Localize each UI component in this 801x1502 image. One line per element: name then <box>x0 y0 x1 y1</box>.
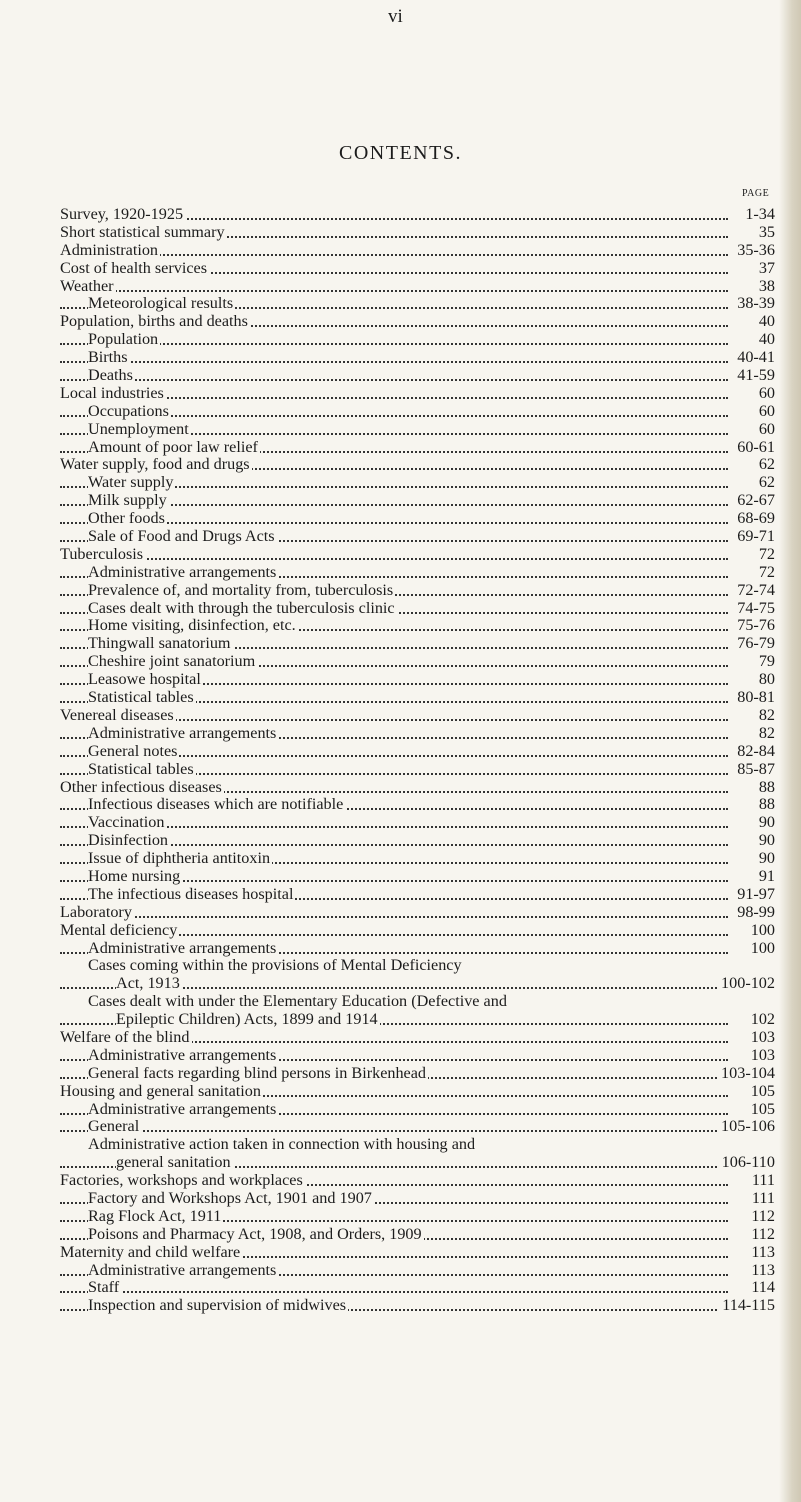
dot-leader <box>60 343 728 345</box>
toc-entry-label: Cases coming within the provisions of Mental Deficiency <box>88 956 462 975</box>
toc-entry <box>60 492 780 510</box>
toc-entry-page: 82 <box>756 707 775 725</box>
toc-entry-label: Cases dealt with under the Elementary Education (Defective and <box>88 992 507 1011</box>
toc-entry <box>60 278 780 296</box>
toc-entry <box>60 1011 780 1029</box>
toc-entry-label: Milk supply <box>88 491 167 510</box>
toc-entry <box>60 1244 780 1262</box>
toc-entry <box>60 904 780 922</box>
toc-entry <box>60 1154 780 1172</box>
toc-entry-page: 80-81 <box>734 689 775 707</box>
page-number: vi <box>388 6 403 27</box>
toc-entry <box>60 528 780 546</box>
toc-entry <box>60 242 780 260</box>
toc-entry <box>60 1208 780 1226</box>
toc-entry-page: 80 <box>756 671 775 689</box>
toc-entry-label: Statistical tables <box>88 759 194 778</box>
toc-entry <box>60 671 780 689</box>
toc-entry-page: 100 <box>748 940 775 958</box>
toc-entry-page: 68-69 <box>734 510 775 528</box>
toc-entry-page: 88 <box>756 779 775 797</box>
toc-entry-page: 69-71 <box>734 528 775 546</box>
toc-entry-page: 82 <box>756 725 775 743</box>
toc-entry-page: 114 <box>748 1279 775 1297</box>
toc-entry-label: Prevalence of, and mortality from, tuberculosis <box>88 580 394 599</box>
toc-entry <box>60 224 780 242</box>
toc-entry-page: 62-67 <box>734 492 775 510</box>
toc-entry <box>60 779 780 797</box>
toc-entry <box>60 403 780 421</box>
toc-entry-label: Unemployment <box>88 419 189 438</box>
toc-entry-label: Home nursing <box>88 866 181 885</box>
toc-entry-page: 74-75 <box>734 600 775 618</box>
toc-entry-label: Housing and general sanitation <box>60 1081 261 1100</box>
toc-entry-page: 75-76 <box>734 617 775 635</box>
toc-entry-page: 72 <box>756 564 775 582</box>
toc-entry-page: 38-39 <box>734 295 775 313</box>
toc-entry-page: 102 <box>748 1011 775 1029</box>
toc-entry-label: Cheshire joint sanatorium <box>88 652 256 671</box>
toc-entry-page: 38 <box>756 278 775 296</box>
toc-entry <box>60 564 780 582</box>
toc-entry <box>60 689 780 707</box>
toc-entry-page: 113 <box>748 1244 775 1262</box>
toc-entry-page: 40-41 <box>734 349 775 367</box>
toc-entry <box>60 600 780 618</box>
toc-entry-page: 60-61 <box>734 439 775 457</box>
toc-entry <box>60 922 780 940</box>
toc-entry-page: 112 <box>748 1208 775 1226</box>
toc-entry-label: Occupations <box>88 401 169 420</box>
toc-entry-label: Short statistical summary <box>60 222 225 241</box>
toc-entry-label: Births <box>88 348 128 367</box>
toc-entry-page: 113 <box>748 1262 775 1280</box>
toc-entry-label: Administrative action taken in connection with housing and <box>88 1135 476 1154</box>
toc-entry-page: 76-79 <box>734 635 775 653</box>
toc-entry-label: Population <box>88 330 159 349</box>
toc-entry-label: Cases dealt with through the tuberculosis clinic <box>88 598 395 617</box>
toc-entry-label: Inspection and supervision of midwives <box>88 1296 347 1315</box>
toc-entry-page: 40 <box>756 331 775 349</box>
table-of-contents <box>60 206 780 1315</box>
toc-entry <box>60 1226 780 1244</box>
toc-entry-label: Vaccination <box>88 813 165 832</box>
toc-entry-label: Thingwall sanatorium <box>88 634 231 653</box>
toc-entry-label: General <box>88 1117 140 1136</box>
toc-entry-page: 103 <box>748 1029 775 1047</box>
dot-leader <box>60 1291 728 1293</box>
toc-entry-page: 112 <box>748 1226 775 1244</box>
toc-entry <box>60 1297 780 1315</box>
toc-entry-page: 85-87 <box>734 761 775 779</box>
toc-entry-page: 82-84 <box>734 743 775 761</box>
toc-entry-page: 72-74 <box>734 582 775 600</box>
toc-entry <box>60 206 780 224</box>
toc-entry-label: Cost of health services <box>60 258 207 277</box>
toc-entry <box>60 957 780 975</box>
toc-entry-page: 79 <box>756 653 775 671</box>
toc-entry-page: 1-34 <box>742 206 775 224</box>
page-title: CONTENTS. <box>339 142 462 164</box>
toc-entry <box>60 1083 780 1101</box>
toc-entry-label: Administrative arrangements <box>88 1099 277 1118</box>
toc-entry <box>60 1172 780 1190</box>
page-column-heading: PAGE <box>742 188 770 199</box>
toc-entry-label: Administrative arrangements <box>88 938 277 957</box>
toc-entry-label: Staff <box>88 1278 120 1297</box>
toc-entry-label: Poisons and Pharmacy Act, 1908, and Orders, 1909 <box>88 1224 422 1243</box>
toc-entry <box>60 796 780 814</box>
toc-entry-page: 91-97 <box>734 886 775 904</box>
dot-leader <box>60 916 728 918</box>
toc-entry <box>60 1262 780 1280</box>
toc-entry-label: Venereal diseases <box>60 705 174 724</box>
toc-entry-label: Mental deficiency <box>60 920 178 939</box>
dot-leader <box>60 558 728 560</box>
dot-leader <box>60 1130 728 1132</box>
toc-entry <box>60 993 780 1011</box>
dot-leader <box>60 254 728 256</box>
toc-entry-label: Administrative arrangements <box>88 562 277 581</box>
toc-entry-page: 40 <box>756 313 775 331</box>
toc-entry-label: Maternity and child welfare <box>60 1242 241 1261</box>
toc-entry-label: The infectious diseases hospital <box>88 884 294 903</box>
toc-entry <box>60 725 780 743</box>
toc-entry-page: 72 <box>756 546 775 564</box>
toc-entry-label: Disinfection <box>88 831 169 850</box>
toc-entry <box>60 421 780 439</box>
toc-entry <box>60 1029 780 1047</box>
toc-entry <box>60 510 780 528</box>
toc-entry <box>60 439 780 457</box>
toc-entry-label: Administrative arrangements <box>88 1045 277 1064</box>
toc-entry <box>60 850 780 868</box>
toc-entry-label: Water supply <box>88 473 174 492</box>
toc-entry <box>60 1118 780 1136</box>
toc-entry <box>60 456 780 474</box>
toc-entry <box>60 582 780 600</box>
toc-entry-label: Administrative arrangements <box>88 1260 277 1279</box>
toc-entry <box>60 295 780 313</box>
toc-entry-page: 62 <box>756 474 775 492</box>
toc-entry <box>60 1136 780 1154</box>
toc-entry-page: 41-59 <box>734 367 775 385</box>
toc-entry-label: Administrative arrangements <box>88 723 277 742</box>
toc-entry-page: 90 <box>756 850 775 868</box>
toc-entry-page: 100 <box>748 922 775 940</box>
toc-entry-label: Rag Flock Act, 1911 <box>88 1206 222 1225</box>
toc-entry-label: Welfare of the blind <box>60 1027 190 1046</box>
toc-entry <box>60 617 780 635</box>
toc-entry <box>60 260 780 278</box>
toc-entry-page: 105 <box>748 1101 775 1119</box>
toc-entry-page: 37 <box>756 260 775 278</box>
toc-entry-label: Survey, 1920-1925 <box>60 205 184 223</box>
toc-entry-label: Amount of poor law relief <box>88 437 258 456</box>
toc-entry <box>60 975 780 993</box>
toc-entry-label: Local industries <box>60 383 164 402</box>
page-edge-shadow <box>779 0 801 1502</box>
toc-entry <box>60 313 780 331</box>
toc-entry-label: Issue of diphtheria antitoxin <box>88 849 271 868</box>
toc-entry-page: 111 <box>749 1190 775 1208</box>
toc-entry-label: Deaths <box>88 366 133 385</box>
toc-entry <box>60 635 780 653</box>
toc-entry-label: Statistical tables <box>88 688 194 707</box>
toc-entry-label: Other infectious diseases <box>60 777 222 796</box>
toc-entry-page: 60 <box>756 385 775 403</box>
toc-entry-label: Administration <box>60 240 159 259</box>
toc-entry <box>60 653 780 671</box>
toc-entry-label: Epileptic Children) Acts, 1899 and 1914 <box>116 1010 378 1029</box>
toc-entry-page: 60 <box>756 403 775 421</box>
toc-entry-page: 35-36 <box>734 242 775 260</box>
toc-entry-label: Home visiting, disinfection, etc. <box>88 616 296 635</box>
toc-entry-label: Factory and Workshops Act, 1901 and 1907 <box>88 1188 372 1207</box>
toc-entry-page: 35 <box>756 224 775 242</box>
toc-entry-page: 98-99 <box>734 904 775 922</box>
toc-entry <box>60 331 780 349</box>
toc-entry <box>60 940 780 958</box>
toc-entry-page: 62 <box>756 456 775 474</box>
toc-entry <box>60 868 780 886</box>
toc-entry-label: General notes <box>88 741 178 760</box>
toc-entry <box>60 349 780 367</box>
toc-entry-label: Act, 1913 <box>116 974 180 993</box>
toc-entry-page: 114-115 <box>719 1297 775 1315</box>
toc-entry <box>60 1065 780 1083</box>
toc-entry-label: Sale of Food and Drugs Acts <box>88 527 275 546</box>
toc-entry-label: Laboratory <box>60 902 132 921</box>
toc-entry <box>60 1190 780 1208</box>
dot-leader <box>60 290 728 292</box>
toc-entry-label: Water supply, food and drugs <box>60 455 250 474</box>
toc-entry-label: General facts regarding blind persons in Birkenhead <box>88 1063 427 1082</box>
toc-entry-label: Tuberculosis <box>60 544 144 563</box>
toc-entry-page: 103-104 <box>718 1065 775 1083</box>
toc-entry-label: Infectious diseases which are notifiable <box>88 795 344 814</box>
toc-entry <box>60 832 780 850</box>
toc-entry <box>60 1279 780 1297</box>
toc-entry <box>60 761 780 779</box>
toc-entry-page: 106-110 <box>719 1154 775 1172</box>
toc-entry-label: Other foods <box>88 509 165 528</box>
toc-entry <box>60 814 780 832</box>
toc-entry <box>60 743 780 761</box>
toc-entry <box>60 886 780 904</box>
toc-entry-page: 100-102 <box>718 975 775 993</box>
toc-entry-label: Leasowe hospital <box>88 670 201 689</box>
toc-entry-page: 91 <box>756 868 775 886</box>
toc-entry-page: 60 <box>756 421 775 439</box>
toc-entry-page: 105-106 <box>718 1118 775 1136</box>
toc-entry-label: Meteorological results <box>88 294 234 313</box>
toc-entry <box>60 707 780 725</box>
toc-entry-page: 90 <box>756 832 775 850</box>
toc-entry-page: 111 <box>749 1172 775 1190</box>
toc-entry-page: 90 <box>756 814 775 832</box>
toc-entry <box>60 1101 780 1119</box>
toc-entry <box>60 546 780 564</box>
dot-leader <box>60 379 728 381</box>
dot-leader <box>60 361 728 363</box>
toc-entry-label: Population, births and deaths <box>60 312 248 331</box>
toc-entry <box>60 474 780 492</box>
toc-entry-page: 103 <box>748 1047 775 1065</box>
toc-entry-page: 88 <box>756 796 775 814</box>
toc-entry-label: Weather <box>60 276 114 295</box>
toc-entry <box>60 385 780 403</box>
toc-entry <box>60 367 780 385</box>
toc-entry-label: Factories, workshops and workplaces <box>60 1171 303 1190</box>
toc-entry-label: general sanitation <box>116 1153 231 1172</box>
toc-entry <box>60 1047 780 1065</box>
toc-entry-page: 105 <box>748 1083 775 1101</box>
